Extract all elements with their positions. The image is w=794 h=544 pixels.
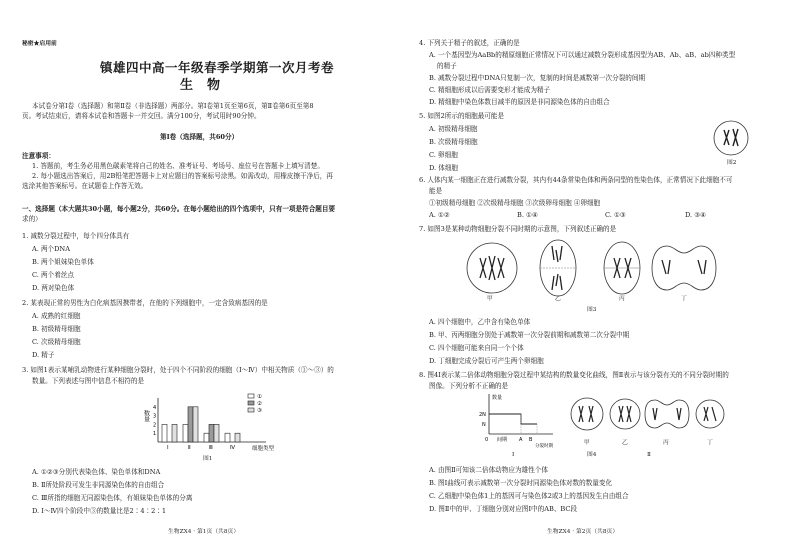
fig4-x-a: A [519, 437, 523, 443]
q6-option-c: C. ①③ [605, 211, 626, 219]
fig3-label-jia: 甲 [487, 296, 493, 302]
question-8: 8. 图4Ⅰ表示某二倍体动物细胞分裂过程中某结构的数量变化曲线，图Ⅱ表示与该分裂有关的不同分裂时期的 [419, 371, 729, 379]
note-2: 2. 每小题选出答案后，用2B铅笔把答题卡上对应题目的答案标号涂黑。如需改动，用橡皮擦干净后，再 [32, 172, 333, 180]
q6-option-b: B. ①④ [517, 211, 538, 219]
fig1-legend-swatch [248, 401, 254, 405]
fig3-label-bing: 丙 [619, 296, 625, 302]
section-1-heading-cont: 求的） [22, 215, 42, 223]
question-6-cont: 能是 [429, 187, 443, 195]
q8-option-b: B. 图Ⅰ曲线可表示减数第一次分裂时同源染色体对数的数量变化 [429, 479, 613, 487]
q3-option-b: B. Ⅱ所处阶段可发生非同源染色体的自由组合 [32, 481, 165, 489]
q6-option-d: D. ③④ [685, 211, 707, 219]
figure-1-chart [140, 390, 300, 460]
fig4-x-origin: 0 [485, 437, 489, 443]
note-2-cont: 选涂其他答案标号。在试题卷上作答无效。 [22, 182, 148, 190]
figure-3-caption: 图3 [587, 307, 597, 313]
fig4-n-tick: N [482, 422, 486, 428]
fig4-cell-jia [571, 398, 603, 430]
q1-option-c: C. 两个着丝点 [32, 271, 74, 279]
fig4-cell-ding [696, 400, 724, 428]
q2-option-d: D. 精子 [32, 351, 55, 359]
cell-yi [540, 240, 576, 296]
fig4-cell-label-ding: 丁 [707, 440, 713, 446]
q2-option-c: C. 次级精母细胞 [32, 338, 81, 346]
q1-option-d: D. 两对染色体 [32, 284, 75, 292]
q8-option-d: D. 图Ⅱ中的甲、丁细胞分别对应图Ⅰ中的AB、BC段 [429, 505, 578, 513]
question-3-cont: 数量。下列表述与图中信息不相符的是 [32, 377, 145, 385]
q4-option-a: A. 一个基因型为AaBb的精原细胞正常情况下可以通过减数分裂形成基因型为AB、Ab、aB、ab四种类型 [429, 51, 736, 59]
fig1-bar [193, 407, 198, 442]
fig4-cell-yi [610, 399, 640, 429]
figure-3-cells [462, 238, 722, 300]
fig1-bar [204, 433, 209, 442]
fig4-cell-label-jia: 甲 [584, 440, 590, 446]
q2-option-a: A. 成熟的红细胞 [32, 312, 81, 320]
q1-option-b: B. 两个姐妹染色单体 [32, 258, 94, 266]
fig1-legend-label: ① [257, 394, 262, 400]
fig1-x-tick: Ⅳ [230, 445, 236, 451]
fig1-bar [172, 424, 177, 442]
cell-ding [652, 246, 716, 290]
q4-option-c: C. 精细胞形成以后需要变形才能成为精子 [429, 86, 551, 94]
figure-4-graph [477, 390, 557, 450]
q3-option-d: D. Ⅰ～Ⅳ四个阶段中③的数量比是2∶4∶2∶1 [32, 507, 167, 515]
fig1-x-tick: Ⅱ [188, 445, 191, 451]
q5-option-a: A. 初级精母细胞 [429, 125, 478, 133]
figure-2-cell [711, 118, 751, 158]
fig1-bar [209, 424, 214, 442]
q5-option-c: C. 卵细胞 [429, 151, 458, 159]
intro-line-2: 页。考试结束后，请将本试卷和答题卡一并交回。满分100分，考试用时90分钟。 [22, 112, 261, 120]
page-footer-1: 生物ZX4 · 第1页（共8页） [168, 529, 240, 535]
fig4-cell-bing [645, 400, 689, 428]
fig3-label-ding: 丁 [681, 296, 687, 302]
cell-bing [604, 242, 640, 294]
q2-option-b: B. 初级精母细胞 [32, 325, 81, 333]
q8-option-c: C. 乙细胞中染色体1上的基因可与染色体2或3上的基因发生自由组合 [429, 492, 629, 500]
fig1-x-tick: Ⅰ [167, 445, 169, 451]
cell-jia [467, 243, 517, 293]
fig1-legend-swatch [248, 394, 254, 398]
fig4-cell-label-yi: 乙 [622, 440, 628, 446]
fig1-bar [214, 424, 219, 442]
question-5: 5. 如图2所示的细胞最可能是 [419, 112, 505, 120]
figure-2-caption: 图2 [727, 160, 737, 166]
q6-items: ①初级精母细胞 ②次级精母细胞 ③次级卵母细胞 ④卵细胞 [429, 199, 601, 207]
fig4-x-b: B [529, 437, 533, 443]
q7-option-c: C. 四个细胞可能来自同一个个体 [429, 344, 524, 352]
intro-line-1: 本试卷分第Ⅰ卷（选择题）和第Ⅱ卷（非选择题）两部分。第Ⅰ卷第1页至第6页，第Ⅱ卷第6页至第8 [32, 102, 314, 110]
fig3-label-yi: 乙 [555, 296, 561, 302]
q7-option-a: A. 四个细胞中，乙中含有染色单体 [429, 318, 531, 326]
fig1-x-tick: Ⅲ [209, 445, 213, 451]
q4-option-d: D. 精细胞中染色体数目减半的原因是非同源染色体的自由组合 [429, 98, 610, 106]
fig1-x-label: 细胞类型 [252, 446, 275, 452]
question-8-cont: 图像。下列分析不正确的是 [429, 382, 509, 390]
secret-label: 秘密★启用前 [22, 41, 57, 47]
notes-heading: 注意事项： [22, 152, 55, 160]
q5-option-d: D. 体细胞 [429, 164, 459, 172]
question-3: 3. 如图1表示某哺乳动物进行某种细胞分裂时，处于四个不同阶段的细胞（Ⅰ～Ⅳ）中相关物质（①～③）的 [22, 366, 334, 374]
q4-option-b: B. 减数分裂过程中DNA只复制一次，复制的时间是减数第一次分裂的间期 [429, 74, 646, 82]
q4-option-a-cont: 的精子 [437, 62, 457, 70]
page-footer-2: 生物ZX4 · 第2页（共8页） [547, 529, 619, 535]
question-6: 6. 人体内某一细胞正在进行减数分裂，其内有44条常染色体和两条同型的性染色体，正常情况下此细胞不可 [419, 176, 733, 184]
fig1-y-tick: 1 [153, 431, 157, 438]
fig1-y-tick: 4 [153, 404, 157, 411]
page-2 [397, 0, 794, 544]
fig1-y-label: 数量 [142, 410, 150, 422]
section-1-heading: 一、选择题（本大题共30小题，每小题2分，共60分。在每小题给出的四个选项中，只有一项是符合题目要 [22, 205, 336, 213]
fig1-legend-swatch [248, 408, 254, 412]
fig4-x-interphase: 间期 [497, 437, 508, 443]
question-2: 2. 某表现正常的男性为白化病基因携带者，在他的下列细胞中，一定含致病基因的是 [22, 299, 268, 307]
fig4-y-label: 数量 [492, 395, 503, 401]
fig1-bar [225, 433, 230, 442]
fig1-bar [188, 407, 193, 442]
fig1-bar [183, 424, 188, 442]
fig4-part-1-label: Ⅰ [512, 452, 515, 458]
q6-option-a: A. ①② [429, 211, 450, 219]
q7-option-d: D. 丁细胞完成分裂后可产生两个卵细胞 [429, 357, 544, 365]
q3-option-c: C. Ⅲ所指的细胞无同源染色体，有姐妹染色单体的分离 [32, 494, 193, 502]
question-1: 1. 减数分裂过程中，每个四分体具有 [22, 232, 130, 240]
fig4-x-label: 分裂时期 [535, 444, 553, 449]
fig4-2n-tick: 2N [479, 412, 486, 418]
note-1: 1. 答题前，考生务必用黑色碳素笔将自己的姓名、准考证号、考场号、座位号在答题卡上填写清楚。 [32, 162, 324, 170]
q1-option-a: A. 两个DNA [32, 245, 70, 253]
figure-4-cells [567, 392, 727, 442]
fig1-y-tick: 3 [153, 413, 157, 420]
fig4-part-2-label: Ⅱ [647, 452, 651, 458]
figure-4-caption: 图4 [587, 452, 597, 458]
question-4: 4. 下列关于精子的叙述，正确的是 [419, 39, 520, 47]
q7-option-b: B. 甲、丙两细胞分别处于减数第一次分裂前期和减数第二次分裂中期 [429, 331, 630, 339]
q5-option-b: B. 次级精母细胞 [429, 138, 478, 146]
q8-option-a: A. 由图Ⅱ可知该二倍体动物应为雄性个体 [429, 466, 548, 474]
question-7: 7. 如图3是某种动物细胞分裂不同时期的示意图，下列叙述正确的是 [419, 225, 617, 233]
part-1-heading: 第Ⅰ卷（选择题，共60分） [160, 133, 239, 141]
fig1-bar [235, 433, 240, 442]
fig1-legend-label: ③ [257, 408, 262, 414]
fig1-bar [162, 424, 167, 442]
fig4-cell-label-bing: 丙 [663, 440, 669, 446]
fig1-y-tick: 2 [153, 422, 157, 429]
fig1-legend-label: ② [257, 401, 262, 407]
subject-title: 生物 [180, 78, 235, 93]
q3-option-a: A. ①②③分别代表染色体、染色单体和DNA [32, 468, 161, 476]
figure-1-caption: 图1 [203, 456, 213, 462]
exam-title: 镇雄四中高一年级春季学期第一次月考卷 [100, 60, 335, 75]
